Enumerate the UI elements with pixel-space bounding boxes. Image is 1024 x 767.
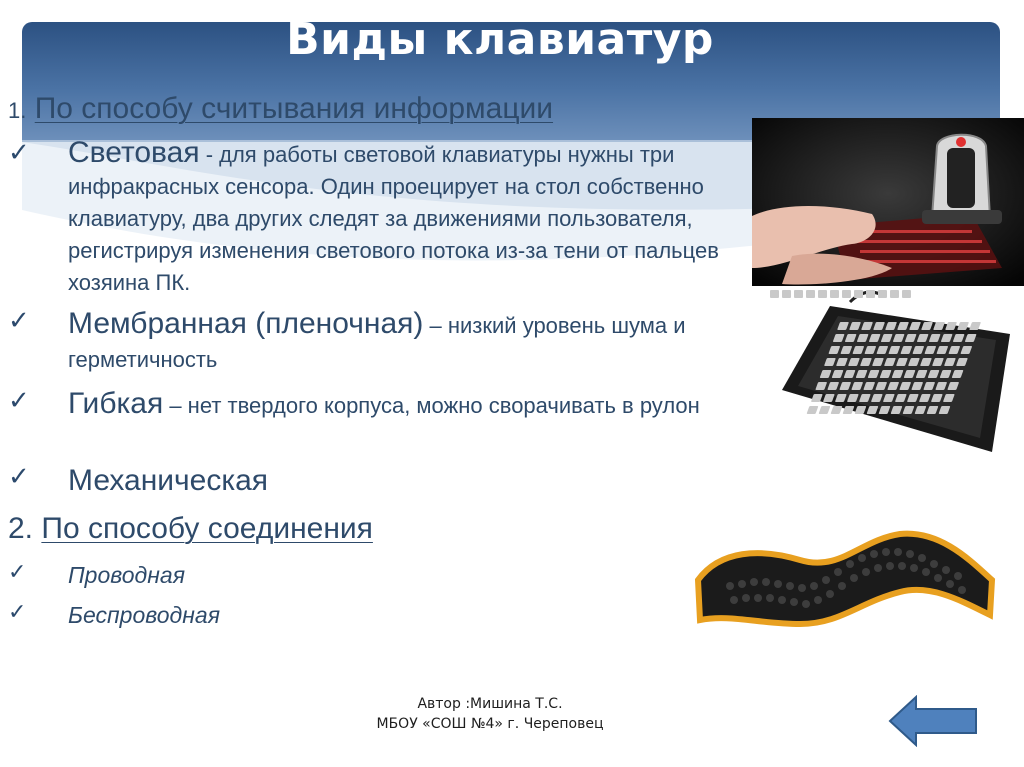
left-arrow-icon xyxy=(890,697,976,745)
list-item xyxy=(68,388,738,425)
section-1-heading xyxy=(8,92,553,126)
section-2-number: 2. xyxy=(8,512,34,545)
flexible-keyboard-image xyxy=(690,520,1000,640)
check-icon: ✓ xyxy=(8,600,27,625)
item-term: Мембранная (пленочная) xyxy=(68,307,424,340)
footer xyxy=(340,694,640,734)
item-term: Гибкая xyxy=(68,387,164,420)
footer-author: Автор :Мишина Т.С. xyxy=(417,696,563,712)
list-item: Проводная xyxy=(68,562,185,588)
item-term: Световая xyxy=(68,136,200,169)
item-desc: – низкий уровень шума и герметичность xyxy=(68,313,686,372)
projection-keyboard-image xyxy=(752,118,1024,286)
section-1-number: 1. xyxy=(8,98,27,123)
item-desc: – нет твердого корпуса, можно сворачивать в рулон xyxy=(163,393,700,418)
check-icon: ✓ xyxy=(8,462,30,492)
section-2-heading xyxy=(8,512,373,546)
item-desc: - для работы световой клавиатуры нужны три инфракрасных сенсора. Один проецирует на стол собственно клавиатуру, два других следят за движениями пользователя, регистрируя изменения светового потока из-за тени от пальцев хозяина ПК. xyxy=(68,142,719,295)
section-1-label: По способу считывания информации xyxy=(34,92,554,125)
check-icon: ✓ xyxy=(8,138,30,168)
list-item xyxy=(68,138,738,300)
check-icon: ✓ xyxy=(8,386,30,416)
list-item xyxy=(68,308,738,379)
check-icon: ✓ xyxy=(8,560,27,585)
item-term: Механическая xyxy=(68,464,269,497)
list-item xyxy=(68,464,738,498)
check-icon: ✓ xyxy=(8,306,30,336)
list-item: Беспроводная xyxy=(68,602,220,628)
membrane-keyboard-image xyxy=(770,290,1020,460)
section-2-label: По способу соединения xyxy=(41,512,373,545)
back-arrow-button[interactable] xyxy=(888,695,980,747)
page-title: Виды клавиатур xyxy=(286,14,714,65)
footer-school: МБОУ «СОШ №4» г. Череповец xyxy=(376,716,604,732)
